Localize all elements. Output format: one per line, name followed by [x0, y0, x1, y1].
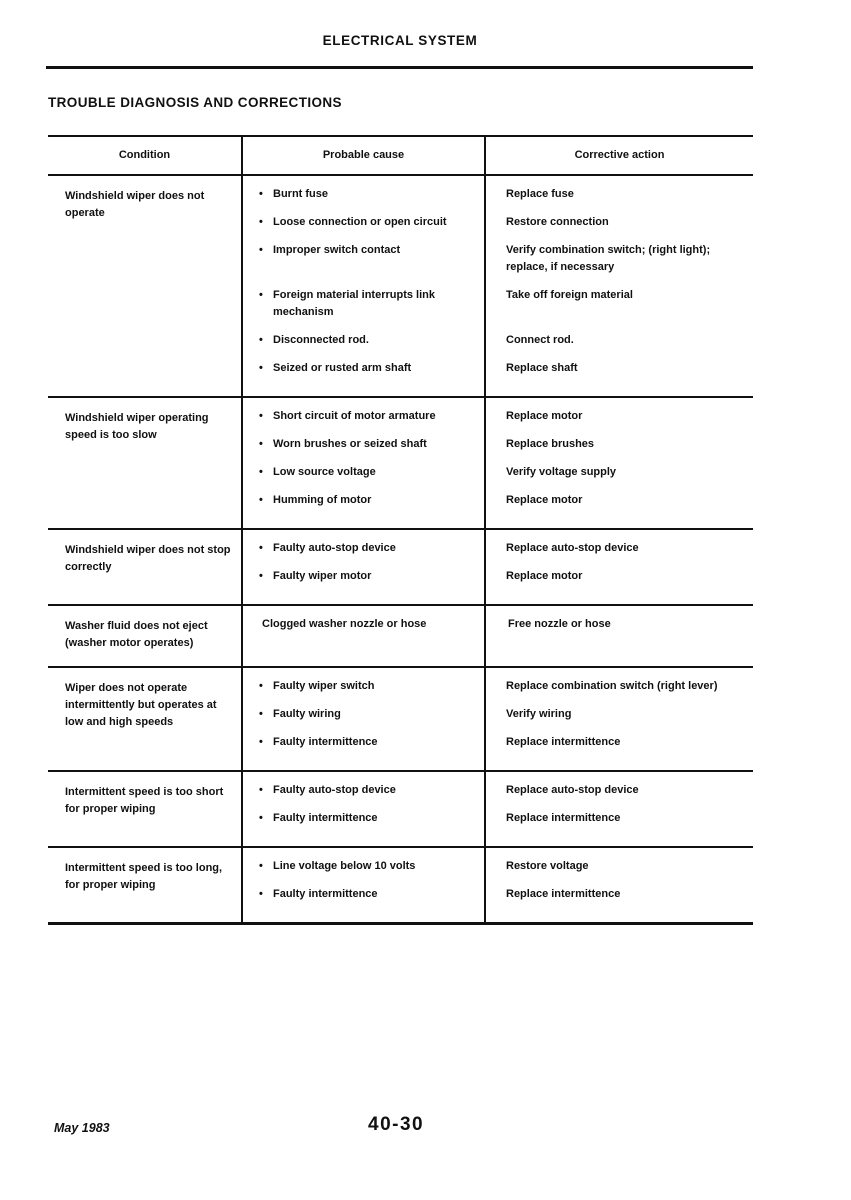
- bullet-icon: •: [259, 244, 263, 256]
- cause-item: [243, 678, 484, 706]
- bullet-icon: •: [259, 542, 263, 554]
- table-row: [48, 605, 753, 667]
- cause-item: [243, 540, 484, 568]
- probable-cause-cell: [242, 529, 485, 605]
- probable-cause-cell: [242, 847, 485, 924]
- condition-text: Windshield wiper does not stop correctly: [65, 544, 231, 573]
- cause-item: [243, 886, 484, 914]
- action-text: Replace intermittence: [506, 736, 621, 748]
- cause-text: Improper switch contact: [273, 244, 401, 256]
- corrective-action-cell: [485, 397, 753, 529]
- cause-text: Disconnected rod.: [273, 334, 369, 346]
- column-header-corrective-action: Corrective action: [485, 136, 753, 175]
- condition-text: Wiper does not operate intermittently but operates at low and high speeds: [65, 682, 217, 728]
- action-text: Verify combination switch; (right light); replace, if necessary: [506, 244, 711, 273]
- action-text: Replace brushes: [506, 438, 595, 450]
- bullet-icon: •: [259, 784, 263, 796]
- bullet-icon: •: [259, 438, 263, 450]
- probable-cause-cell: [242, 605, 485, 667]
- action-text: Replace motor: [506, 494, 583, 506]
- bullet-icon: •: [259, 812, 263, 824]
- action-text: Replace shaft: [506, 362, 578, 374]
- trouble-diagnosis-table: [48, 135, 753, 925]
- condition-text: Windshield wiper does not operate: [65, 190, 205, 219]
- cause-item: [243, 706, 484, 734]
- cause-item: [243, 436, 484, 464]
- bullet-icon: •: [259, 736, 263, 748]
- cause-text: Faulty intermittence: [273, 812, 378, 824]
- bullet-icon: •: [259, 680, 263, 692]
- header-title: ELECTRICAL SYSTEM: [322, 33, 478, 48]
- probable-cause-cell: [242, 667, 485, 771]
- table-row: [48, 397, 753, 529]
- cause-text: Clogged washer nozzle or hose: [262, 618, 427, 630]
- condition-cell: [48, 847, 242, 924]
- action-text: Replace auto-stop device: [506, 784, 639, 796]
- cause-text: Worn brushes or seized shaft: [273, 438, 427, 450]
- action-text: Replace combination switch (right lever): [506, 680, 718, 692]
- cause-text: Faulty intermittence: [273, 888, 378, 900]
- action-text: Restore voltage: [506, 860, 589, 872]
- bullet-icon: •: [259, 188, 263, 200]
- cause-text: Line voltage below 10 volts: [273, 860, 416, 872]
- cause-text: Faulty auto-stop device: [273, 784, 396, 796]
- cause-text: Low source voltage: [273, 466, 376, 478]
- cause-item: [243, 568, 484, 596]
- table-row: [48, 771, 753, 847]
- bullet-icon: •: [259, 860, 263, 872]
- probable-cause-cell: [242, 397, 485, 529]
- table-row: [48, 175, 753, 397]
- cause-item: [243, 360, 484, 388]
- cause-item: [243, 242, 484, 287]
- table-row: [48, 847, 753, 924]
- bullet-icon: •: [259, 888, 263, 900]
- corrective-action-cell: [485, 771, 753, 847]
- condition-cell: [48, 667, 242, 771]
- cause-item: [243, 186, 484, 214]
- corrective-action-cell: [485, 847, 753, 924]
- corrective-action-cell: [485, 529, 753, 605]
- bullet-icon: •: [259, 410, 263, 422]
- bullet-icon: •: [259, 362, 263, 374]
- cause-text: Foreign material interrupts link mechanism: [273, 289, 435, 318]
- condition-text: Intermittent speed is too long, for proper wiping: [65, 862, 223, 891]
- corrective-action-cell: [485, 667, 753, 771]
- action-text: Replace intermittence: [506, 812, 621, 824]
- cause-text: Faulty wiper motor: [273, 570, 372, 582]
- condition-cell: [48, 771, 242, 847]
- bullet-icon: •: [259, 334, 263, 346]
- section-title: TROUBLE DIAGNOSIS AND CORRECTIONS: [48, 95, 342, 110]
- condition-text: Intermittent speed is too short for proper wiping: [65, 786, 224, 815]
- cause-text: Burnt fuse: [273, 188, 328, 200]
- cause-item: [243, 734, 484, 762]
- cause-text: Faulty wiring: [273, 708, 341, 720]
- cause-item: [243, 332, 484, 360]
- cause-text: Faulty auto-stop device: [273, 542, 396, 554]
- table-row: [48, 667, 753, 771]
- cause-text: Short circuit of motor armature: [273, 410, 436, 422]
- bullet-icon: •: [259, 494, 263, 506]
- probable-cause-cell: [242, 771, 485, 847]
- cause-text: Faulty intermittence: [273, 736, 378, 748]
- cause-item: [243, 782, 484, 810]
- cause-item: [262, 616, 484, 644]
- cause-text: Humming of motor: [273, 494, 372, 506]
- condition-cell: [48, 605, 242, 667]
- action-text: Replace fuse: [506, 188, 574, 200]
- page-number: 40-30: [368, 1114, 425, 1135]
- action-text: Free nozzle or hose: [508, 618, 611, 630]
- cause-text: Seized or rusted arm shaft: [273, 362, 412, 374]
- table-row: [48, 529, 753, 605]
- column-header-probable-cause: Probable cause: [242, 136, 485, 175]
- column-header-condition: Condition: [48, 136, 242, 175]
- corrective-action-cell: [485, 175, 753, 397]
- action-text: Verify wiring: [506, 708, 572, 720]
- bullet-icon: •: [259, 570, 263, 582]
- cause-item: [243, 287, 484, 332]
- table-header-row: [48, 136, 753, 175]
- corrective-action-cell: [485, 605, 753, 667]
- cause-text: Loose connection or open circuit: [273, 216, 447, 228]
- condition-cell: [48, 175, 242, 397]
- condition-cell: [48, 397, 242, 529]
- cause-item: [243, 858, 484, 886]
- action-text: Replace motor: [506, 570, 583, 582]
- action-text: Replace auto-stop device: [506, 542, 639, 554]
- condition-cell: [48, 529, 242, 605]
- footer-date: May 1983: [54, 1121, 110, 1135]
- bullet-icon: •: [259, 466, 263, 478]
- cause-item: [243, 408, 484, 436]
- action-text: Verify voltage supply: [506, 466, 617, 478]
- bullet-icon: •: [259, 216, 263, 228]
- action-text: Replace motor: [506, 410, 583, 422]
- cause-item: [243, 214, 484, 242]
- bullet-icon: •: [259, 708, 263, 720]
- cause-item: [243, 810, 484, 838]
- condition-text: Washer fluid does not eject (washer motor operates): [65, 620, 208, 649]
- action-text: Restore connection: [506, 216, 609, 228]
- action-text: Connect rod.: [506, 334, 574, 346]
- header-rule: [46, 66, 753, 69]
- cause-item: [243, 492, 484, 520]
- action-text: Take off foreign material: [506, 289, 633, 301]
- probable-cause-cell: [242, 175, 485, 397]
- condition-text: Windshield wiper operating speed is too slow: [65, 412, 209, 441]
- cause-item: [243, 464, 484, 492]
- action-text: Replace intermittence: [506, 888, 621, 900]
- cause-text: Faulty wiper switch: [273, 680, 375, 692]
- bullet-icon: •: [259, 289, 263, 301]
